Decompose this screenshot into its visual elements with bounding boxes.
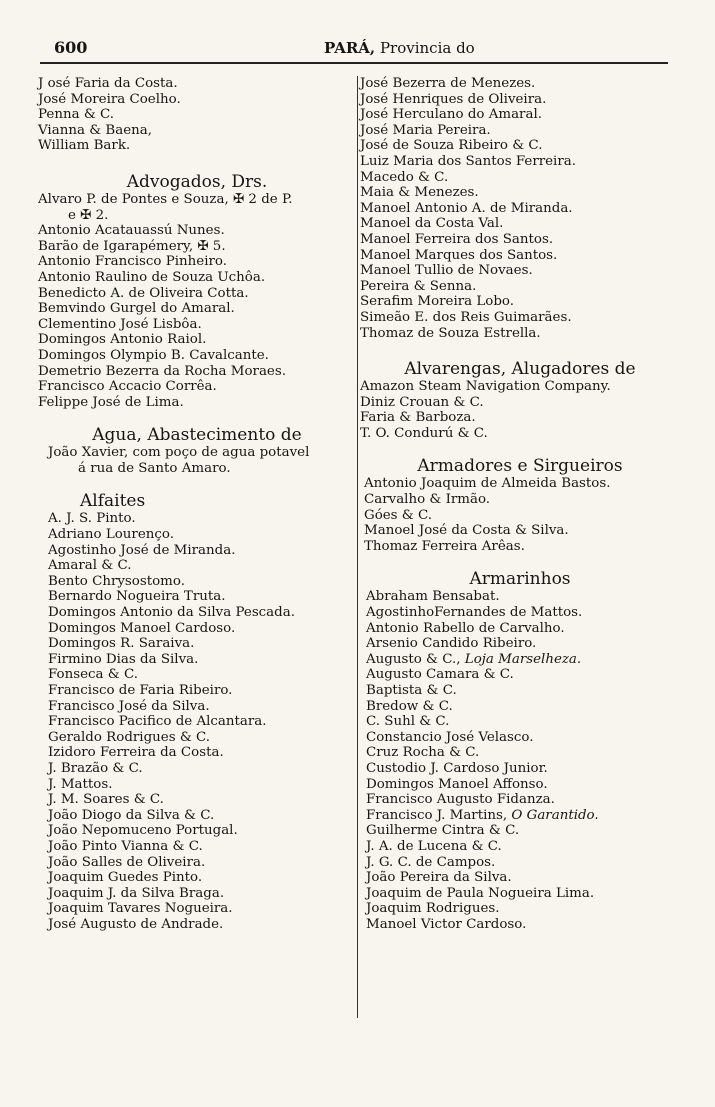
list-item: Domingos Manoel Cardoso. [48, 620, 236, 636]
list-item: Francisco Augusto Fidanza. [366, 792, 555, 808]
list-item: Macedo & C. [360, 169, 449, 185]
list-item: Bemvindo Gurgel do Amaral. [38, 301, 235, 317]
list-item: Amazon Steam Navigation Company. [360, 379, 611, 395]
list-item: João Salles de Oliveira. [48, 854, 206, 870]
list-item: Manoel Antonio A. de Miranda. [360, 200, 573, 216]
list-item: João Pereira da Silva. [366, 870, 512, 886]
list-item: Antonio Rabello de Carvalho. [366, 620, 565, 636]
section-heading-agua: Agua, Abastecimento de [92, 425, 302, 446]
list-item-continuation: e ✠ 2. [68, 207, 109, 223]
list-item: Antonio Francisco Pinheiro. [38, 254, 227, 270]
shop-name: O Garantido. [511, 807, 599, 823]
list-item: Serafim Moreira Lobo. [360, 294, 514, 310]
continued-list-left [38, 76, 356, 154]
list-item: Antonio Raulino de Souza Uchôa. [38, 269, 266, 285]
list-item: Demetrio Bezerra da Rocha Moraes. [38, 363, 286, 379]
column-divider [357, 76, 358, 1018]
list-item: Constancio José Velasco. [366, 729, 534, 745]
armadores-list [360, 476, 680, 554]
alfaites-list [38, 511, 356, 932]
section-heading-advogados: Advogados, Drs. [126, 171, 268, 192]
running-title-rest: Provincia do [379, 39, 475, 57]
list-item: Bernardo Nogueira Truta. [48, 589, 226, 605]
running-title [324, 39, 475, 57]
list-item: Pereira & Senna. [360, 278, 477, 294]
alvarengas-list [360, 379, 680, 441]
list-item: Clementino José Lisbôa. [38, 316, 202, 332]
list-item: Thomaz Ferreira Arêas. [364, 538, 525, 554]
list-item: Adriano Lourenço. [48, 527, 174, 543]
section-heading-armadores: Armadores e Sirgueiros [417, 456, 623, 477]
list-item: José Henriques de Oliveira. [360, 91, 547, 107]
section-heading-alfaites: Alfaites [80, 491, 146, 512]
armarinhos-list [360, 589, 680, 932]
list-item: Antonio Acatauassú Nunes. [38, 223, 225, 239]
list-item: Francisco Accacio Corrêa. [38, 379, 217, 395]
list-item: Vianna & Baena, [38, 122, 152, 138]
running-title-province: PARÁ, [324, 39, 376, 57]
list-item: Domingos Manoel Affonso. [366, 776, 548, 792]
list-item: Izidoro Ferreira da Costa. [48, 745, 224, 761]
right-column [360, 76, 680, 933]
agua-list [38, 445, 356, 476]
list-item: Penna & C. [38, 107, 115, 123]
list-item: J. G. C. de Campos. [366, 854, 496, 870]
list-item: AgostinhoFernandes de Mattos. [366, 605, 583, 621]
list-item: Antonio Joaquim de Almeida Bastos. [364, 476, 611, 492]
list-item: Barão de Igarapémery, ✠ 5. [38, 238, 226, 254]
advogados-list [38, 192, 356, 410]
list-item: João Nepomuceno Portugal. [48, 823, 238, 839]
list-item: Domingos R. Saraiva. [48, 636, 195, 652]
list-item: Bento Chrysostomo. [48, 573, 185, 589]
list-item: Joaquim J. da Silva Braga. [48, 885, 225, 901]
list-item: José Herculano do Amaral. [360, 107, 542, 123]
list-item: José Augusto de Andrade. [48, 916, 224, 932]
list-item: José Moreira Coelho. [38, 91, 181, 107]
list-item: Maia & Menezes. [360, 185, 479, 201]
list-item: Diniz Crouan & C. [360, 394, 484, 410]
list-item: Geraldo Rodrigues & C. [48, 729, 211, 745]
list-item: Felippe José de Lima. [38, 394, 184, 410]
continued-list-right [360, 76, 680, 341]
list-item: Alvaro P. de Pontes e Souza, ✠ 2 de P. [38, 191, 293, 207]
list-item-text: Francisco J. Martins, [366, 807, 508, 823]
list-item: Fonseca & C. [48, 667, 138, 683]
list-item: José Bezerra de Menezes. [360, 76, 536, 91]
list-item: Francisco José da Silva. [48, 698, 210, 714]
list-item: Guilherme Cintra & C. [366, 823, 520, 839]
page-number: 600 [54, 38, 88, 57]
list-item: William Bark. [38, 138, 131, 154]
list-item: Luiz Maria dos Santos Ferreira. [360, 153, 576, 169]
list-item: T. O. Condurú & C. [360, 425, 488, 441]
list-item-continuation: á rua de Santo Amaro. [78, 460, 231, 476]
list-item: Firmino Dias da Silva. [48, 651, 199, 667]
list-item: Benedicto A. de Oliveira Cotta. [38, 285, 249, 301]
left-column [38, 76, 356, 933]
list-item: Manoel Tullio de Novaes. [360, 263, 533, 279]
list-item: Baptista & C. [366, 683, 457, 698]
list-item: Carvalho & Irmão. [364, 492, 491, 508]
list-item: J. M. Soares & C. [48, 792, 164, 808]
list-item: J. Mattos. [48, 776, 113, 792]
header-rule [40, 62, 668, 64]
list-item: Domingos Antonio Raiol. [38, 332, 207, 348]
list-item: João Xavier, com poço de agua potavel [48, 445, 310, 461]
list-item: Manoel Marques dos Santos. [360, 247, 558, 263]
list-item: Manoel José da Costa & Silva. [364, 523, 569, 539]
list-item: Thomaz de Souza Estrella. [360, 325, 541, 341]
list-item: Joaquim Tavares Nogueira. [48, 901, 233, 917]
list-item: Agostinho José de Miranda. [48, 542, 236, 558]
list-item: Domingos Olympio B. Cavalcante. [38, 347, 269, 363]
list-item: Augusto Camara & C. [366, 667, 514, 683]
list-item: Bredow & C. [366, 698, 453, 714]
list-item [360, 652, 680, 668]
list-item: João Diogo da Silva & C. [48, 807, 215, 823]
list-item: Simeão E. dos Reis Guimarães. [360, 309, 572, 325]
list-item: José Maria Pereira. [360, 122, 491, 138]
list-item: Manoel Ferreira dos Santos. [360, 231, 554, 247]
list-item: Joaquim Guedes Pinto. [48, 870, 203, 886]
shop-name: Loja Marselheza. [464, 651, 582, 667]
list-item: Manoel da Costa Val. [360, 216, 504, 232]
page-header [40, 38, 670, 62]
list-item: João Pinto Vianna & C. [48, 838, 203, 854]
list-item: José de Souza Ribeiro & C. [360, 138, 543, 154]
list-item: Joaquim de Paula Nogueira Lima. [366, 885, 595, 901]
list-item: Góes & C. [364, 507, 433, 523]
list-item-text: Augusto & C., [366, 651, 461, 667]
list-item: Joaquim Rodrigues. [366, 901, 500, 917]
section-heading-armarinhos: Armarinhos [469, 569, 571, 590]
list-item: Cruz Rocha & C. [366, 745, 480, 761]
list-item: Francisco de Faria Ribeiro. [48, 683, 233, 698]
list-item: J. Brazão & C. [48, 760, 143, 776]
list-item: A. J. S. Pinto. [48, 511, 136, 527]
list-item: Amaral & C. [48, 558, 132, 574]
list-item: Francisco Pacifico de Alcantara. [48, 714, 267, 730]
list-item: Abraham Bensabat. [366, 589, 500, 605]
list-item: J. A. de Lucena & C. [366, 838, 502, 854]
section-heading-alvarengas: Alvarengas, Alugadores de [404, 359, 636, 380]
list-item: Faria & Barboza. [360, 410, 476, 426]
list-item: Domingos Antonio da Silva Pescada. [48, 605, 295, 621]
list-item: J osé Faria da Costa. [38, 76, 178, 91]
list-item: C. Suhl & C. [366, 714, 450, 730]
list-item: Manoel Victor Cardoso. [366, 916, 527, 932]
list-item [360, 808, 680, 824]
list-item: Arsenio Candido Ribeiro. [366, 636, 537, 652]
list-item: Custodio J. Cardoso Junior. [366, 760, 548, 776]
